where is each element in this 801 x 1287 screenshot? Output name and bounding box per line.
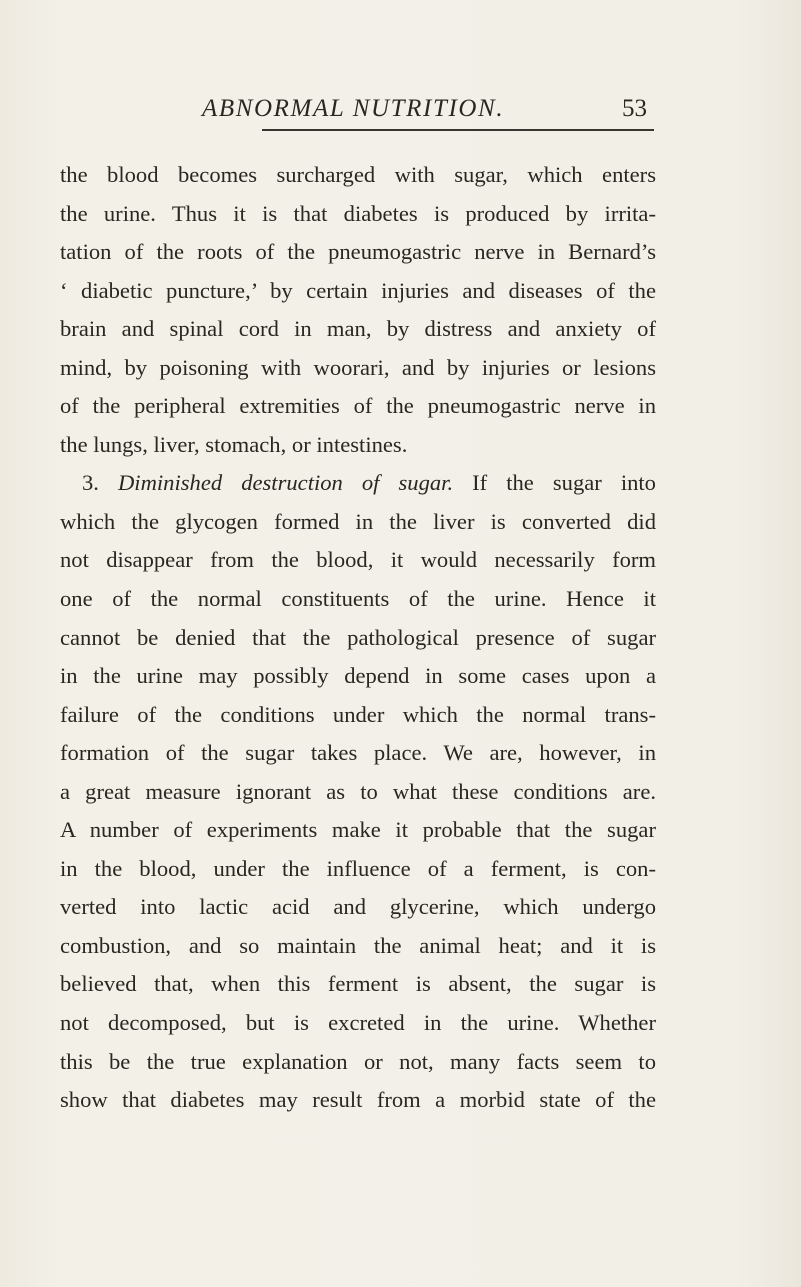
text-line: show that diabetes may result from a morbid state of the (60, 1087, 656, 1113)
text-line: tation of the roots of the pneumogastric nerve in Bernard’s (60, 239, 656, 265)
body-text (60, 156, 656, 1120)
text-line: the lungs, liver, stomach, or intestines. (60, 431, 408, 457)
running-head (0, 94, 801, 128)
text-line: formation of the sugar takes place. We are, however, in (60, 740, 656, 766)
text-line: one of the normal constituents of the urine. Hence it (60, 586, 656, 612)
section-first-line (60, 464, 656, 503)
text-line: failure of the conditions under which the normal trans- (60, 701, 656, 727)
text-line: brain and spinal cord in man, by distress and anxiety of (60, 316, 656, 342)
text-line: this be the true explanation or not, many facts seem to (60, 1048, 656, 1074)
text-line: ‘ diabetic puncture,’ by certain injuries and diseases of the (60, 277, 656, 303)
text-line: not disappear from the blood, it would necessarily form (60, 547, 656, 573)
text-line: A number of experiments make it probable that the sugar (60, 817, 656, 843)
text-line: in the blood, under the influence of a ferment, is con- (60, 855, 656, 881)
text-line: combustion, and so maintain the animal heat; and it is (60, 932, 656, 958)
text-line: verted into lactic acid and glycerine, which undergo (60, 894, 656, 920)
text-line: the urine. Thus it is that diabetes is produced by irrita- (60, 200, 656, 226)
text-line: of the peripheral extremities of the pneumogastric nerve in (60, 393, 656, 419)
text-line: believed that, when this ferment is absent, the sugar is (60, 971, 656, 997)
page-number: 53 (622, 95, 647, 122)
text-line: cannot be denied that the pathological presence of sugar (60, 624, 656, 650)
text-line: the blood becomes surcharged with sugar, which enters (60, 162, 656, 187)
text-line: not decomposed, but is excreted in the urine. Whether (60, 1010, 656, 1036)
header-rule (262, 129, 654, 131)
text-line: which the glycogen formed in the liver is converted did (60, 508, 656, 534)
text-line: mind, by poisoning with woorari, and by injuries or lesions (60, 354, 656, 380)
section-first-line-rest: If the sugar into (472, 470, 656, 496)
text-line: in the urine may possibly depend in some cases upon a (60, 663, 656, 689)
text-line: a great measure ignorant as to what these conditions are. (60, 778, 656, 804)
section-heading: Diminished destruction of sugar. (117, 470, 454, 496)
running-title: ABNORMAL NUTRITION. (202, 95, 505, 122)
section-number: 3. (82, 470, 99, 496)
